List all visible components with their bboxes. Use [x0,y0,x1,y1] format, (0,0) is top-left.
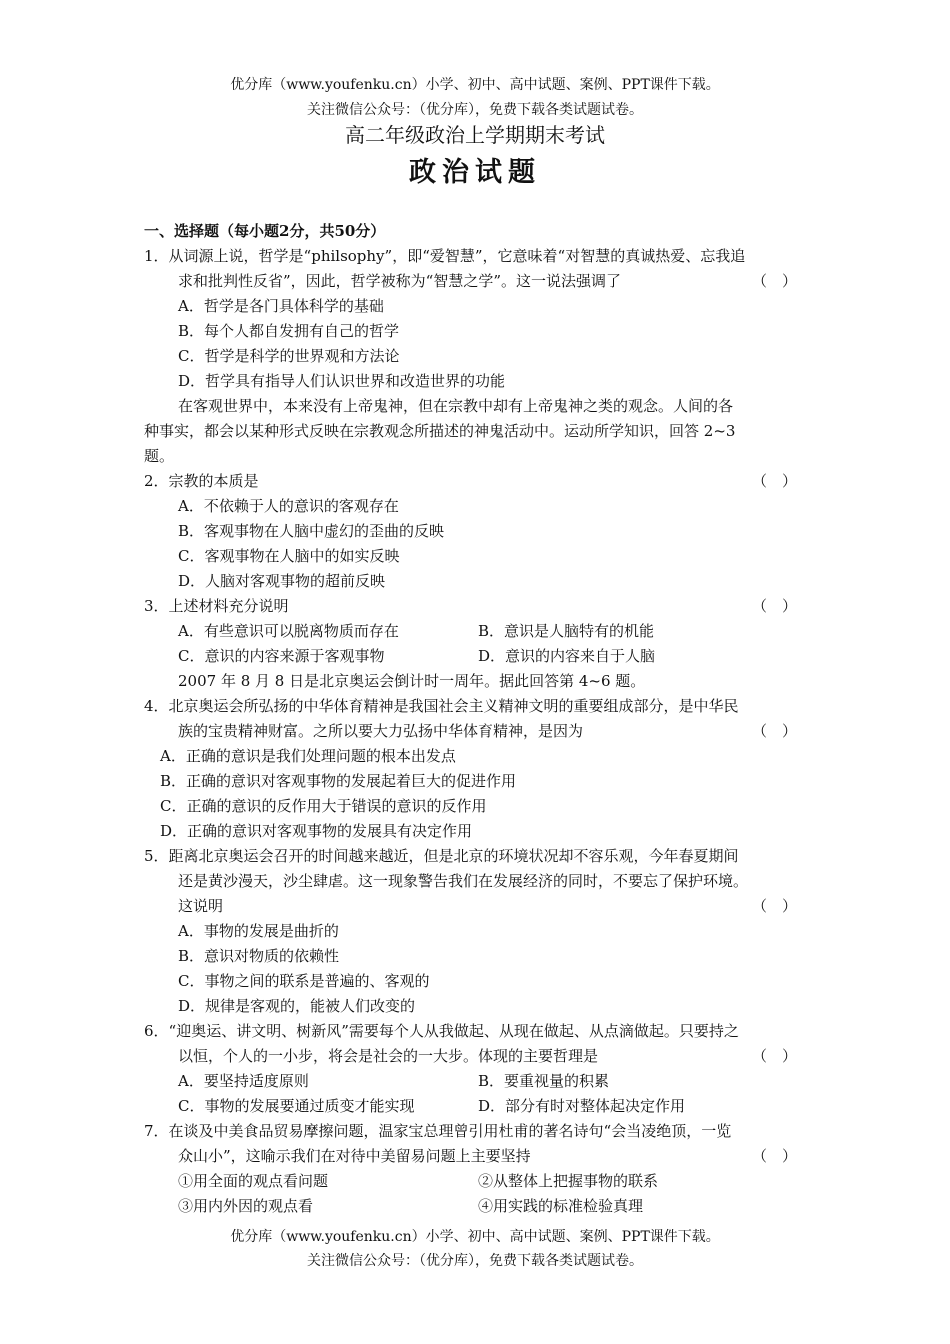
question-7-option-2: ②从整体上把握事物的联系 [478,1172,659,1190]
question-2-text: 2．宗教的本质是 [144,472,259,490]
exam-subtitle: 高二年级政治上学期期末考试 [345,123,605,147]
material-1-line-2: 种事实，都会以某种形式反映在宗教观念所描述的神鬼活动中。运动所学知识，回答 2~3 [144,422,736,440]
material-1-line-3: 题。 [144,447,175,465]
section-heading: 一、选择题（每小题2分，共50分） [144,222,386,240]
footer-line-2: 关注微信公众号：（优分库），免费下载各类试题试卷。 [307,1253,643,1269]
answer-blank-4: （ ） [752,722,798,740]
answer-blank-3: （ ） [752,597,798,615]
question-3-option-d: D．意识的内容来自于人脑 [478,647,656,665]
answer-blank-1: （ ） [752,272,798,290]
answer-blank-5: （ ） [752,897,798,915]
question-7-text-cont: 众山小”，这喻示我们在对待中美留易问题上主要坚持 [178,1147,531,1165]
question-6-option-d: D．部分有时对整体起决定作用 [478,1097,686,1115]
question-4-text: 4．北京奥运会所弘扬的中华体育精神是我国社会主义精神文明的重要组成部分，是中华民 [144,697,739,715]
question-6-option-c: C．事物的发展要通过质变才能实现 [178,1097,415,1115]
question-2-option-a: A．不依赖于人的意识的客观存在 [178,497,399,515]
question-2-option-d: D．人脑对客观事物的超前反映 [178,572,386,590]
question-1-option-d: D．哲学具有指导人们认识世界和改造世界的功能 [178,372,506,390]
question-5-option-d: D．规律是客观的，能被人们改变的 [178,997,416,1015]
question-5-text-cont: 还是黄沙漫天，沙尘肆虐。这一现象警告我们在发展经济的同时，不要忘了保护环境。 [178,872,749,890]
header-line-1: 优分库（www.youfenku.cn）小学、初中、高中试题、案例、PPT课件下载。 [230,77,720,93]
question-3-option-c: C．意识的内容来源于客观事物 [178,647,385,665]
question-7-option-3: ③用内外因的观点看 [178,1197,314,1215]
question-4-option-d: D．正确的意识对客观事物的发展具有决定作用 [160,822,473,840]
question-1-option-b: B．每个人都自发拥有自己的哲学 [178,322,400,340]
question-6-text-cont: 以恒，个人的一小步，将会是社会的一大步。体现的主要哲理是 [178,1047,599,1065]
question-1-text: 1．从词源上说，哲学是“philsophy”，即“爱智慧”，它意味着“对智慧的真诚热爱、忘我追 [144,247,746,265]
question-4-option-b: B．正确的意识对客观事物的发展起着巨大的促进作用 [160,772,517,790]
question-3-text: 3．上述材料充分说明 [144,597,289,615]
question-2-option-b: B．客观事物在人脑中虚幻的歪曲的反映 [178,522,445,540]
question-5-option-c: C．事物之间的联系是普遍的、客观的 [178,972,430,990]
question-1-text-cont: 求和批判性反省”，因此，哲学被称为“智慧之学”。这一说法强调了 [178,272,622,290]
material-1-line-1: 在客观世界中，本来没有上帝鬼神，但在宗教中却有上帝鬼神之类的观念。人间的各 [178,397,734,415]
answer-blank-6: （ ） [752,1047,798,1065]
question-6-option-a: A．要坚持适度原则 [178,1072,309,1090]
question-4-option-a: A．正确的意识是我们处理问题的根本出发点 [160,747,456,765]
exam-title: 政治试题 [409,157,541,188]
question-1-option-c: C．哲学是科学的世界观和方法论 [178,347,400,365]
footer-line-1: 优分库（www.youfenku.cn）小学、初中、高中试题、案例、PPT课件下载。 [230,1229,720,1245]
question-6-option-b: B．要重视量的积累 [478,1072,610,1090]
question-3-option-a: A．有些意识可以脱离物质而存在 [178,622,399,640]
question-5-text-cont-2: 这说明 [178,897,224,915]
answer-blank-7: （ ） [752,1147,798,1165]
answer-blank-2: （ ） [752,472,798,490]
question-4-option-c: C．正确的意识的反作用大于错误的意识的反作用 [160,797,487,815]
question-5-option-b: B．意识对物质的依赖性 [178,947,340,965]
question-6-text: 6．“迎奥运、讲文明、树新风”需要每个人从我做起、从现在做起、从点滴做起。只要持之 [144,1022,739,1040]
header-line-2: 关注微信公众号：（优分库），免费下载各类试题试卷。 [307,102,643,118]
question-5-text: 5．距离北京奥运会召开的时间越来越近，但是北京的环境状况却不容乐观，今年春夏期间 [144,847,739,865]
question-7-option-1: ①用全面的观点看问题 [178,1172,329,1190]
question-7-text: 7．在谈及中美食品贸易摩擦问题，温家宝总理曾引用杜甫的著名诗句“会当凌绝顶，一览 [144,1122,732,1140]
question-5-option-a: A．事物的发展是曲折的 [178,922,339,940]
question-7-option-4: ④用实践的标准检验真理 [478,1197,644,1215]
material-2-line: 2007 年 8 月 8 日是北京奥运会倒计时一周年。据此回答第 4~6 题。 [178,672,646,690]
question-4-text-cont: 族的宝贵精神财富。之所以要大力弘扬中华体育精神，是因为 [178,722,584,740]
question-2-option-c: C．客观事物在人脑中的如实反映 [178,547,400,565]
question-3-option-b: B．意识是人脑特有的机能 [478,622,655,640]
question-1-option-a: A．哲学是各门具体科学的基础 [178,297,384,315]
